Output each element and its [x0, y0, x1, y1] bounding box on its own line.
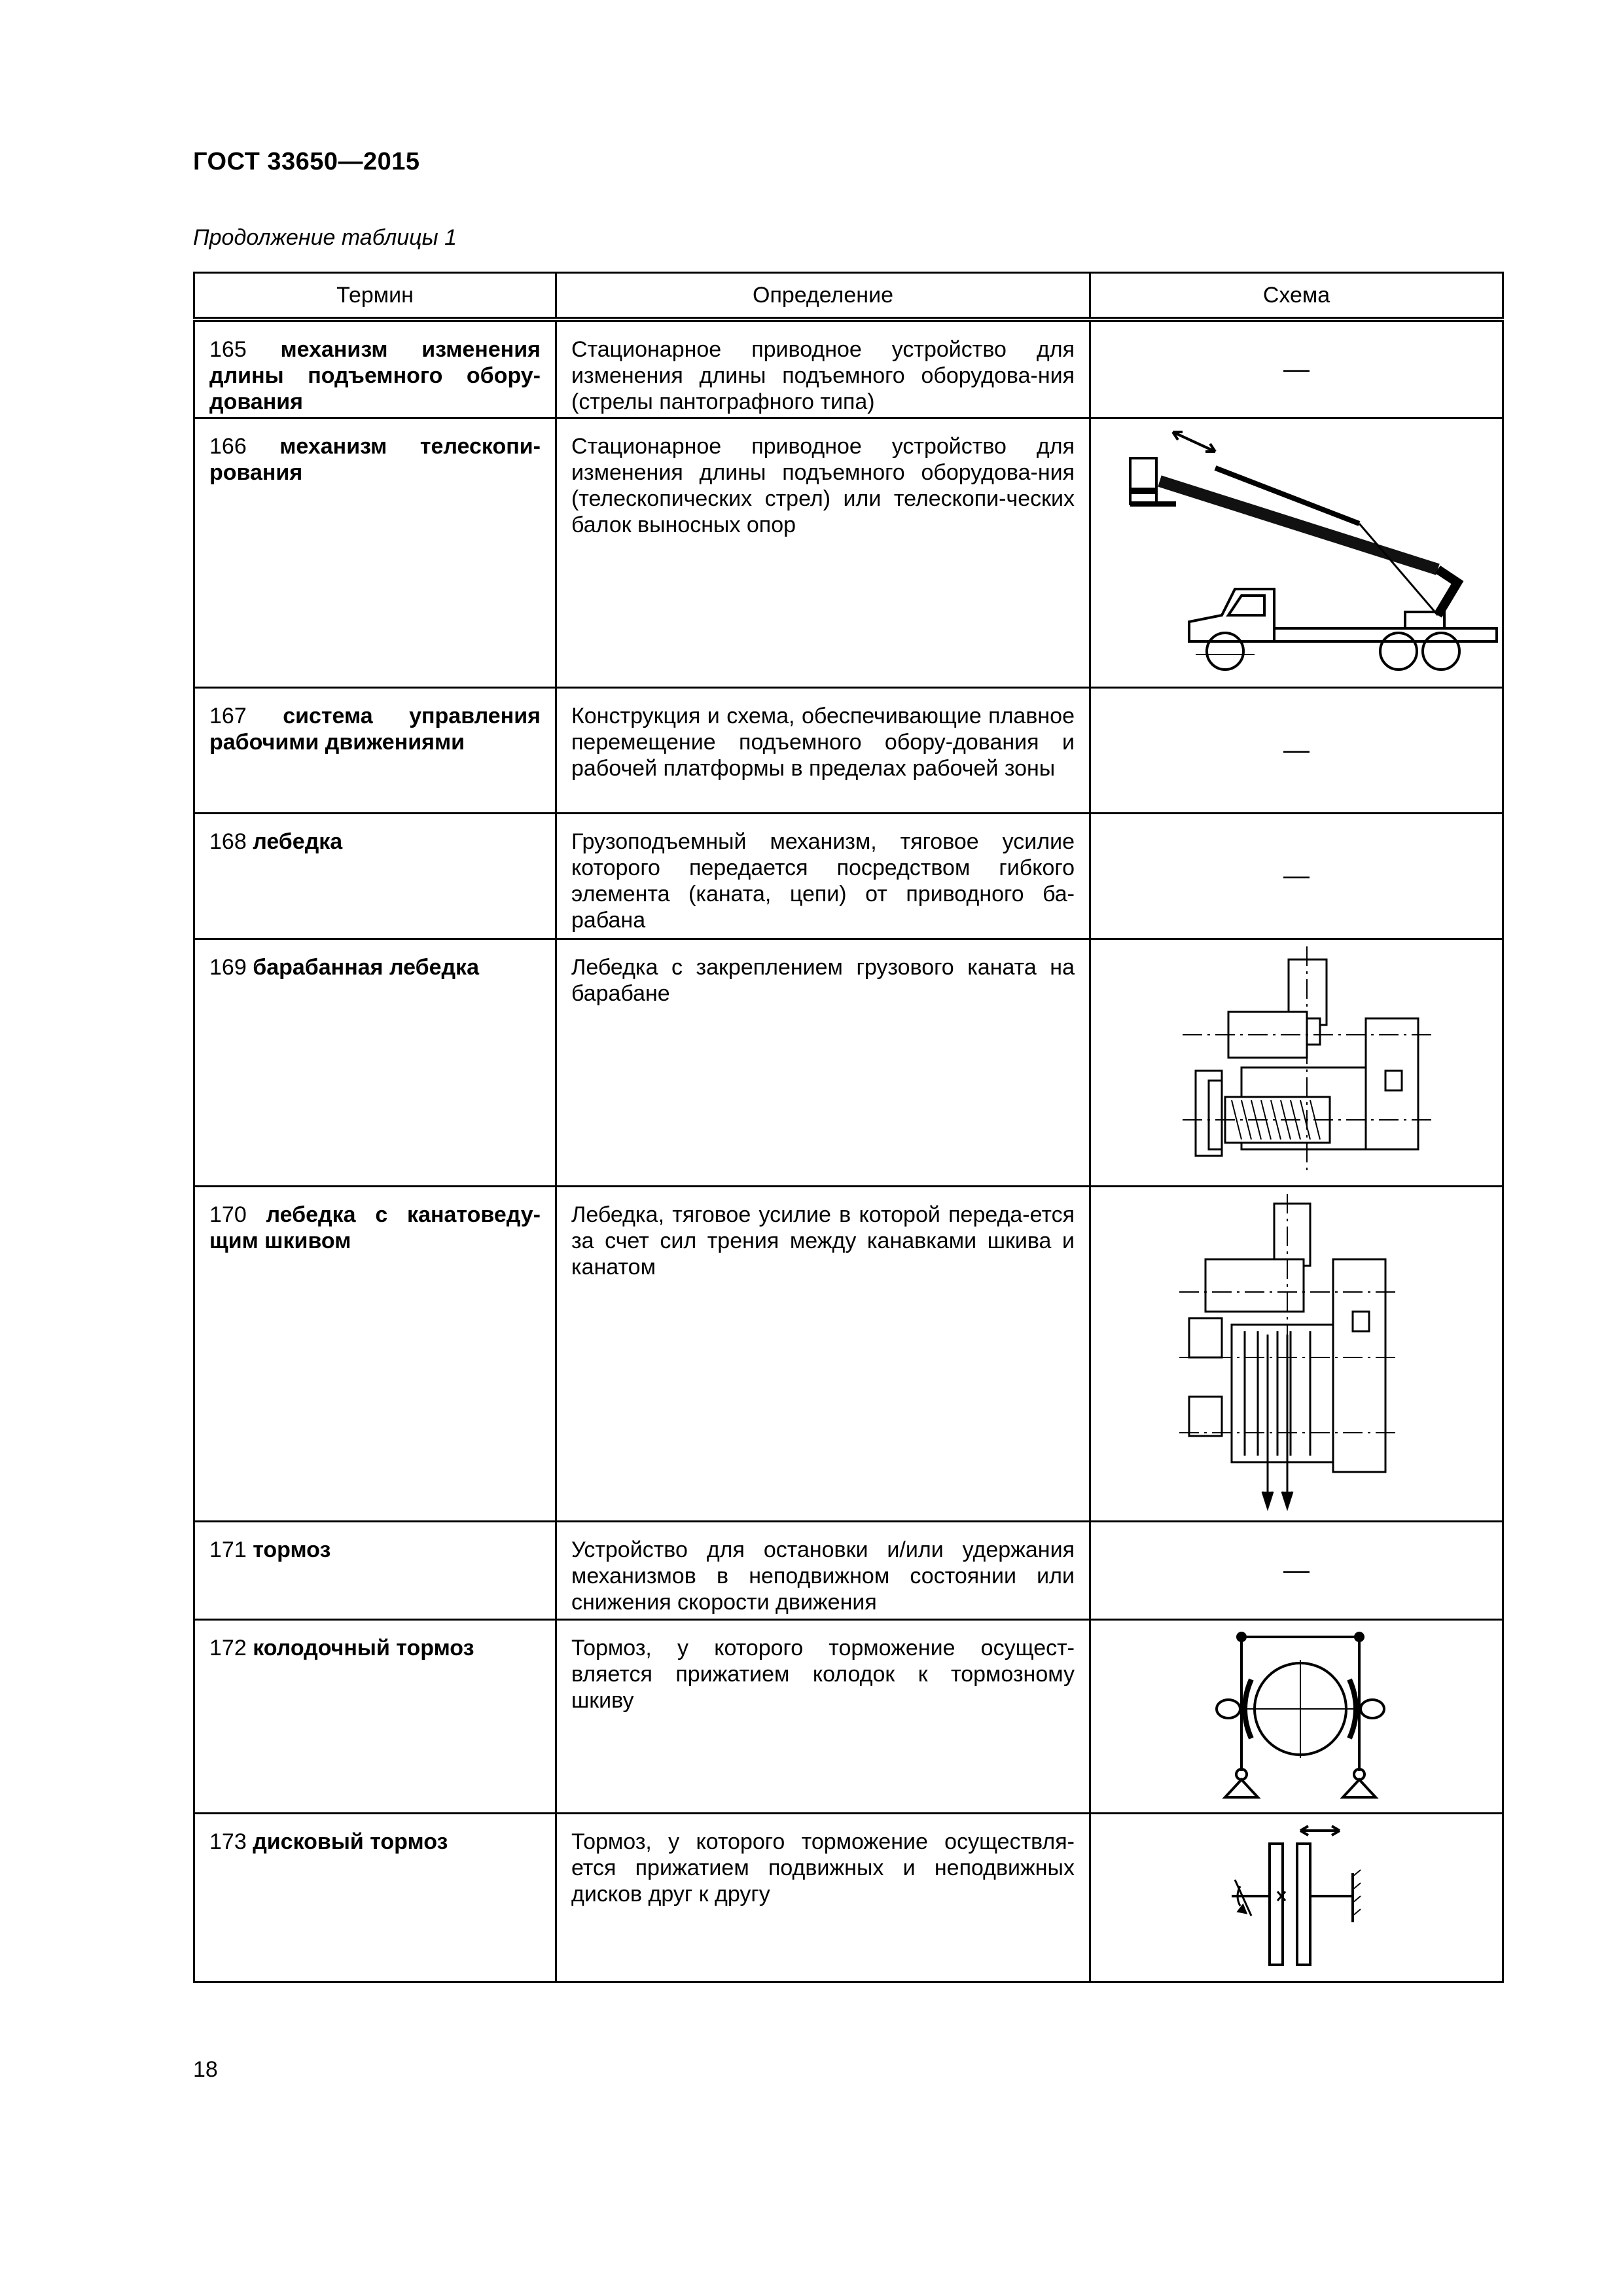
term-number: 165: [209, 337, 247, 362]
term-name: колодочный тормоз: [253, 1635, 474, 1660]
column-header-definition: Определение: [556, 273, 1090, 320]
definition-cell: [556, 687, 1090, 813]
definition-cell: [556, 319, 1090, 418]
shoe-brake-diagram: [1091, 1621, 1504, 1813]
telescopic-boom-truck-diagram: [1091, 419, 1504, 687]
scheme-cell: [1090, 1813, 1503, 1982]
term-cell: [194, 1813, 556, 1982]
term-name: механизм изменения длины подъемного обору-дования: [209, 337, 541, 414]
definition-text: Тормоз, у которого торможение осущест-вляется прижатием колодок к тормозному шкиву: [571, 1635, 1075, 1713]
term-cell: [194, 1619, 556, 1813]
definition-cell: [556, 1813, 1090, 1982]
term-name: тормоз: [253, 1537, 331, 1562]
definition-text: Стационарное приводное устройство для изменения длины подъемного оборудова-ния (стрелы пантографного типа): [571, 337, 1075, 414]
term-number: 173: [209, 1829, 247, 1854]
disc-brake-diagram: [1091, 1814, 1504, 1982]
term-number: 167: [209, 703, 247, 728]
scheme-cell: [1090, 687, 1503, 813]
definition-text: Конструкция и схема, обеспечивающие плавное перемещение подъемного обору-дования и рабочей платформы в пределах рабочей зоны: [571, 703, 1075, 781]
definition-cell: [556, 813, 1090, 939]
term-name: дисковый тормоз: [253, 1829, 448, 1854]
definition-text: Лебедка с закреплением грузового каната на барабане: [571, 954, 1075, 1006]
definition-cell: [556, 1186, 1090, 1521]
drum-winch-diagram: [1091, 940, 1504, 1186]
term-cell: [194, 1186, 556, 1521]
scheme-cell: [1090, 1521, 1503, 1619]
scheme-dash: —: [1283, 355, 1310, 384]
table-row: [194, 319, 1503, 418]
definition-text: Стационарное приводное устройство для изменения длины подъемного оборудова-ния (телескопических стрел) или телескопи-ческих балок выносных опор: [571, 433, 1075, 537]
definition-cell: [556, 1521, 1090, 1619]
traction-sheave-winch-diagram: [1091, 1187, 1504, 1521]
term-cell: [194, 939, 556, 1186]
table-row: [194, 687, 1503, 813]
term-cell: [194, 1521, 556, 1619]
term-name: система управления рабочими движениями: [209, 703, 541, 755]
document-header: ГОСТ 33650—2015: [193, 148, 420, 175]
term-name: лебедка с канатоведу-щим шкивом: [209, 1202, 541, 1253]
definition-text: Тормоз, у которого торможение осуществля-ется прижатием подвижных и неподвижных дисков друг к другу: [571, 1829, 1075, 1907]
scheme-cell: [1090, 319, 1503, 418]
term-cell: [194, 813, 556, 939]
scheme-dash: —: [1283, 736, 1310, 764]
term-number: 168: [209, 829, 247, 854]
scheme-cell: [1090, 1186, 1503, 1521]
term-number: 171: [209, 1537, 247, 1562]
table-row: [194, 813, 1503, 939]
term-number: 172: [209, 1635, 247, 1660]
table-row: [194, 1521, 1503, 1619]
term-name: механизм телескопи-рования: [209, 433, 541, 485]
term-number: 166: [209, 433, 247, 459]
definition-text: Устройство для остановки и/или удержания механизмов в неподвижном состоянии или снижения скорости движения: [571, 1537, 1075, 1615]
definition-cell: [556, 418, 1090, 687]
term-cell: [194, 687, 556, 813]
term-name: лебедка: [253, 829, 343, 854]
scheme-dash: —: [1283, 1556, 1310, 1585]
scheme-cell: [1090, 418, 1503, 687]
table-row: [194, 418, 1503, 687]
term-number: 169: [209, 954, 247, 980]
term-number: 170: [209, 1202, 247, 1227]
term-name: барабанная лебедка: [253, 954, 479, 980]
table-header-row: [194, 273, 1503, 320]
table-row: [194, 1619, 1503, 1813]
column-header-term: Термин: [194, 273, 556, 320]
term-cell: [194, 418, 556, 687]
page-number: 18: [193, 2057, 218, 2082]
table-caption: Продолжение таблицы 1: [193, 225, 457, 250]
scheme-cell: [1090, 1619, 1503, 1813]
scheme-cell: [1090, 939, 1503, 1186]
term-cell: [194, 319, 556, 418]
definition-text: Лебедка, тяговое усилие в которой переда-ется за счет сил трения между канавками шкива и канатом: [571, 1202, 1075, 1280]
column-header-scheme: Схема: [1090, 273, 1503, 320]
table-row: [194, 1813, 1503, 1982]
terms-table: [193, 272, 1504, 1983]
table-row: [194, 939, 1503, 1186]
scheme-cell: [1090, 813, 1503, 939]
definition-text: Грузоподъемный механизм, тяговое усилие которого передается посредством гибкого элемента (каната, цепи) от приводного ба-рабана: [571, 829, 1075, 933]
table-row: [194, 1186, 1503, 1521]
scheme-dash: —: [1283, 861, 1310, 890]
definition-cell: [556, 939, 1090, 1186]
definition-cell: [556, 1619, 1090, 1813]
